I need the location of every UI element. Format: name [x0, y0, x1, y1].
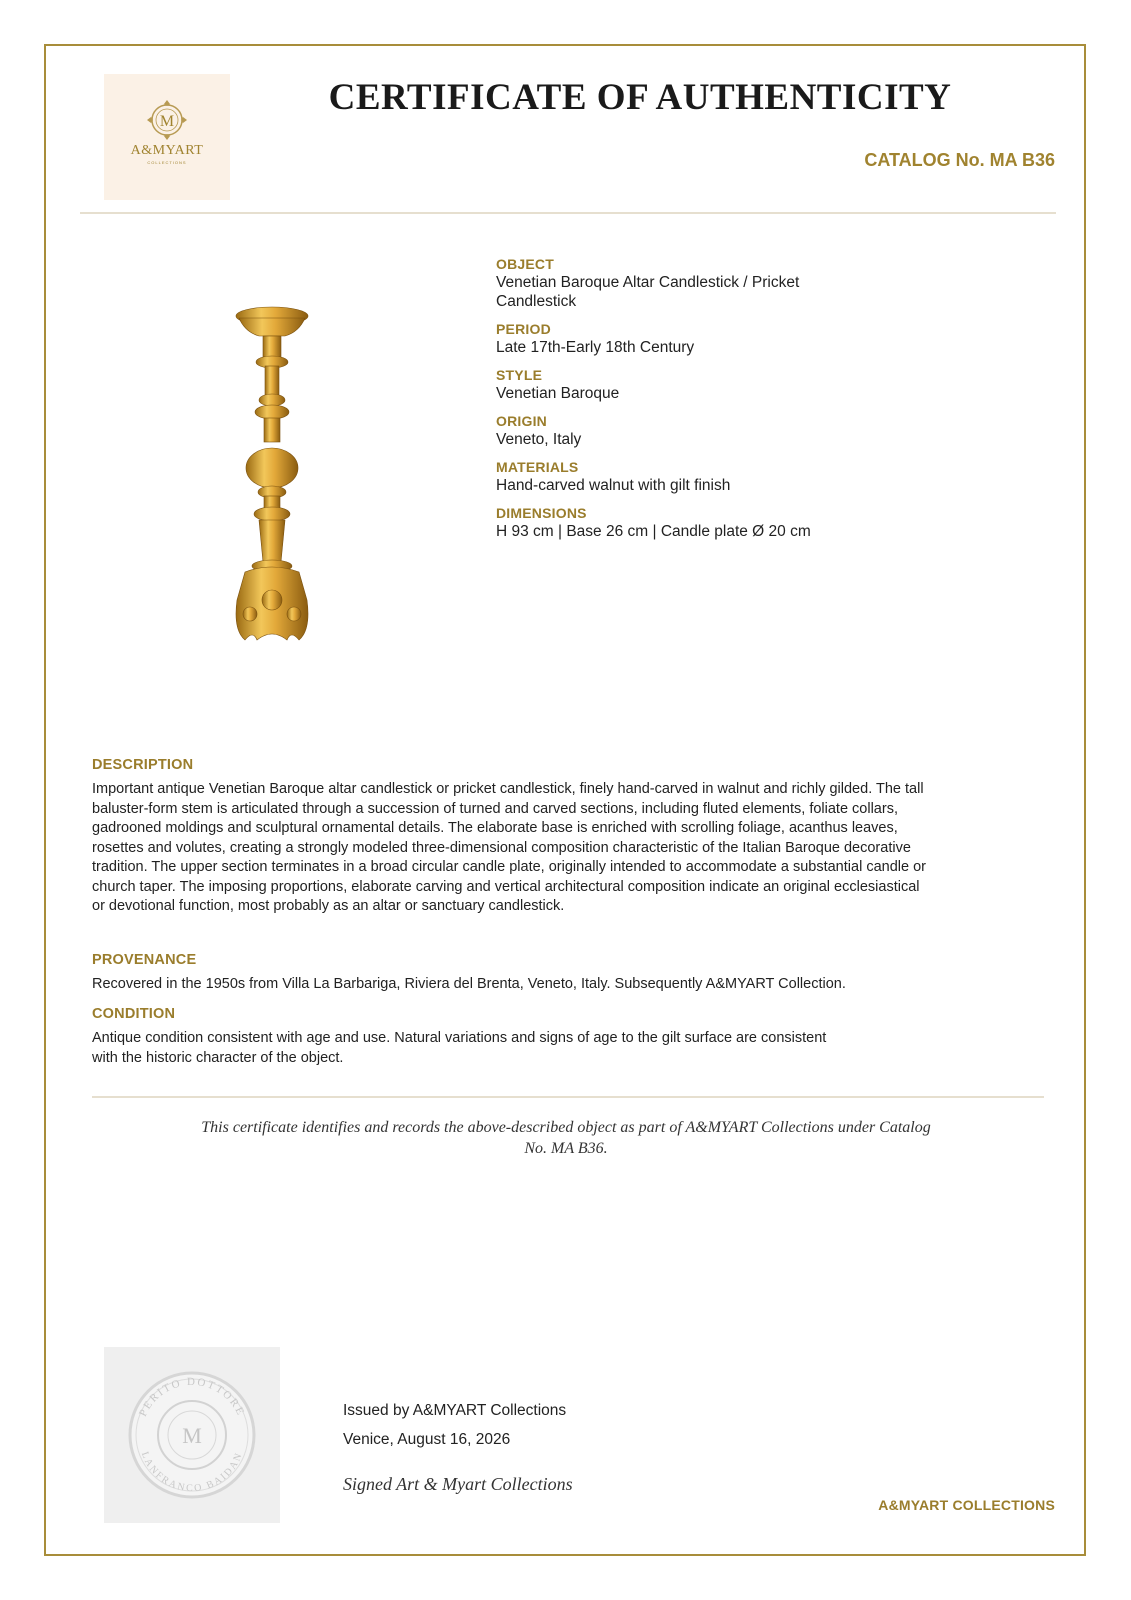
- condition-text: Antique condition consistent with age and use. Natural variations and signs of age to the gilt surface are consistent with the historic character of the object.: [92, 1030, 827, 1066]
- description-text: Important antique Venetian Baroque altar candlestick or pricket candlestick, finely hand-carved in walnut and richly gilded. The tall baluster-form stem is articulated through a succession of turned and carved sections, including fluted elements, foliate collars, gadrooned moldings and sculptural ornamental details. The elaborate base is enriched with scrolling foliage, acanthus leaves, rosettes and volutes, creating a strongly modeled three-dimensional composition characteristic of the Italian Baroque decorative tradition. The upper section terminates in a broad circular candle plate, originally intended to accommodate a substantial candle or church taper. The imposing proportions, elaborate carving and vertical architectural composition indicate an original ecclesiastical or devotional function, most probably as an altar or sanctuary candlestick.: [92, 781, 926, 914]
- seal-top-text: PERITO DOTTORE: [137, 1375, 247, 1419]
- spec-label: MATERIALS: [496, 459, 579, 475]
- spec-value: Hand-carved walnut with gilt finish: [496, 477, 731, 494]
- condition-section: [92, 1005, 832, 1068]
- spec-value: H 93 cm | Base 26 cm | Candle plate Ø 20 cm: [496, 523, 811, 540]
- object-specifications: [496, 255, 856, 550]
- embossed-seal: [104, 1347, 280, 1523]
- signature-line: Signed Art & Myart Collections: [343, 1474, 573, 1494]
- spec-period: [496, 320, 856, 357]
- spec-value: Late 17th-Early 18th Century: [496, 339, 695, 356]
- spec-label: ORIGIN: [496, 413, 547, 429]
- page-title: CERTIFICATE OF AUTHENTICITY: [328, 77, 952, 118]
- seal-monogram: M: [182, 1423, 202, 1448]
- provenance-heading: PROVENANCE: [92, 952, 197, 968]
- spec-label: PERIOD: [496, 321, 551, 337]
- logo-monogram: M: [159, 113, 175, 130]
- certificate-statement: This certificate identifies and records the above-described object as part of A&MYART Collections under Catalog No. MA B36.: [201, 1119, 931, 1157]
- spec-style: [496, 366, 856, 403]
- gilt-candlestick-photo: [215, 300, 325, 660]
- spec-origin: [496, 412, 856, 449]
- provenance-section: [92, 951, 1032, 995]
- brand-logo: [104, 74, 230, 200]
- catalog-number: CATALOG No. MA B36: [864, 150, 1055, 170]
- condition-heading: CONDITION: [92, 1006, 176, 1022]
- spec-dimensions: [496, 504, 856, 541]
- issued-by: Issued by A&MYART Collections: [343, 1402, 567, 1419]
- spec-label: STYLE: [496, 367, 543, 383]
- footer-brand: A&MYART COLLECTIONS: [878, 1497, 1055, 1513]
- provenance-text: Recovered in the 1950s from Villa La Barbariga, Riviera del Brenta, Veneto, Italy. Subsequently A&MYART Collection.: [92, 976, 846, 992]
- statement-divider: [92, 1096, 1044, 1098]
- spec-object: [496, 255, 856, 311]
- spec-label: DIMENSIONS: [496, 505, 587, 521]
- seal-bottom-text: LANFRANCO BAIDAN: [138, 1450, 246, 1495]
- spec-value: Veneto, Italy: [496, 431, 582, 448]
- spec-materials: [496, 458, 856, 495]
- spec-value: Venetian Baroque: [496, 385, 620, 402]
- logo-sub: COLLECTIONS: [147, 160, 187, 165]
- description-section: [92, 756, 932, 917]
- description-heading: DESCRIPTION: [92, 757, 194, 773]
- issue-place-date: Venice, August 16, 2026: [343, 1431, 511, 1448]
- header-divider: [80, 212, 1056, 214]
- spec-label: OBJECT: [496, 256, 554, 272]
- logo-brand: A&MYART: [130, 143, 204, 158]
- spec-value: Venetian Baroque Altar Candlestick / Pricket Candlestick: [496, 274, 800, 310]
